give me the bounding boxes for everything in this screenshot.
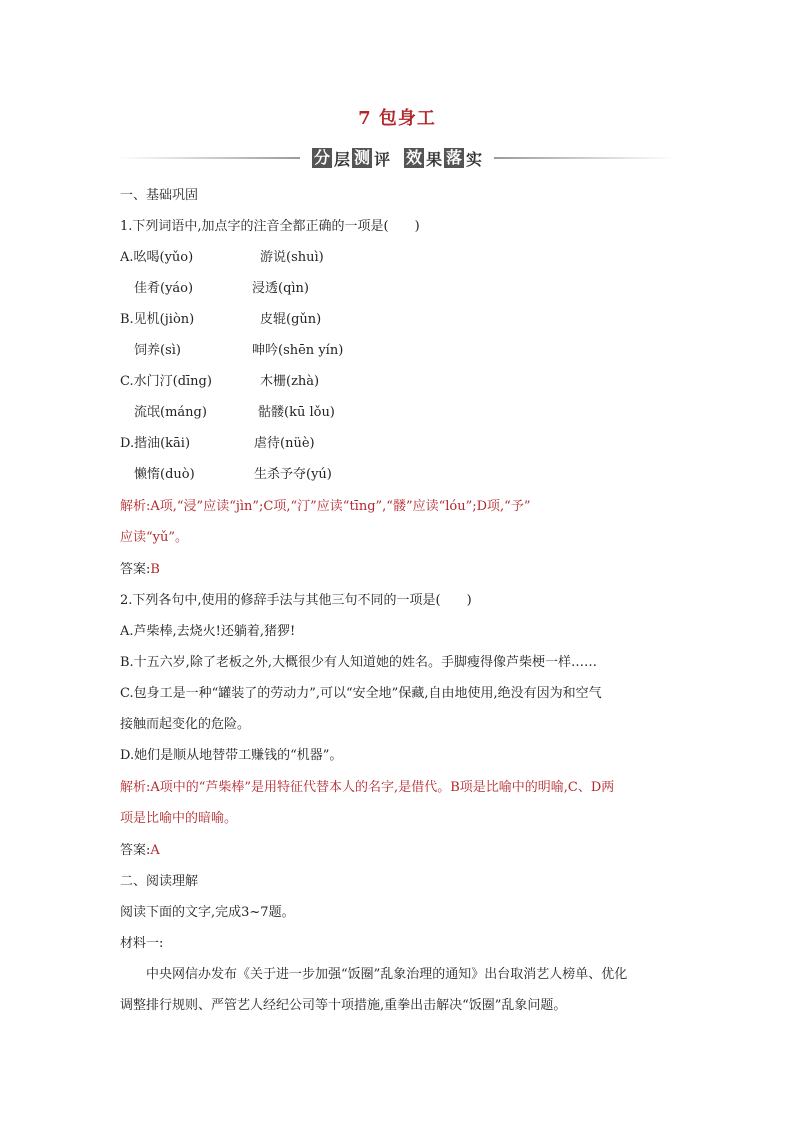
option-text: C.水门汀(dīng)	[120, 374, 212, 389]
option-text: 接触而起变化的危险。	[120, 717, 251, 732]
page-title: 7 包身工	[358, 108, 436, 129]
section-banner	[120, 146, 674, 170]
option-text: D.揩油(kāi)	[120, 436, 191, 451]
option-text: 懒惰(duò)	[134, 467, 195, 482]
option-text: 木栅(zhà)	[260, 374, 320, 389]
banner-label	[310, 146, 484, 170]
option-text: 虐待(nüè)	[254, 436, 315, 451]
option-text: D.她们是顺从地替带工赚钱的“机器”。	[120, 748, 343, 763]
paragraph-text: 中央网信办发布《关于进一步加强“饭圈”乱象治理的通知》出台取消艺人榜单、优化	[146, 967, 628, 982]
instruction-text: 阅读下面的文字,完成3~7题。	[120, 905, 295, 920]
option-text: 游说(shuì)	[260, 250, 324, 265]
option-text: 饲养(sì)	[134, 343, 181, 358]
section-heading: 一、基础巩固	[120, 188, 199, 203]
option-text: 流氓(máng)	[134, 405, 207, 420]
answer-value: A	[150, 843, 160, 858]
option-text: 生杀予夺(yú)	[254, 467, 332, 482]
material-label: 材料一:	[120, 936, 164, 951]
option-text: 佳肴(yáo)	[134, 281, 194, 296]
banner-char: 落	[446, 148, 463, 167]
question-stem: 2.下列各句中,使用的修辞手法与其他三句不同的一项是( )	[120, 593, 472, 608]
option-text: B.十五六岁,除了老板之外,大概很少有人知道她的姓名。手脚瘦得像芦柴梗一样……	[120, 655, 597, 670]
banner-char: 评	[373, 149, 390, 169]
analysis-text: 应读“yǔ”。	[120, 530, 189, 545]
answer-value: B	[150, 562, 160, 577]
answer-label: 答案:	[120, 843, 151, 858]
banner-line-left	[120, 157, 300, 159]
analysis-text: 项是比喻中的暗喻。	[120, 811, 238, 826]
answer-line	[120, 561, 160, 579]
option-text: A.芦柴棒,去烧火!还躺着,猪猡!	[120, 624, 296, 639]
analysis-text: 解析:A项中的“芦柴棒”是用特征代替本人的名字,是借代。B项是比喻中的明喻,C、D两	[120, 780, 615, 795]
banner-char: 实	[466, 149, 483, 169]
option-text: B.见机(jiòn)	[120, 312, 195, 327]
paragraph-text: 调整排行规则、严管艺人经纪公司等十项措施,重拳出击解决“饭圈”乱象问题。	[120, 998, 567, 1013]
answer-line	[120, 842, 160, 860]
option-text: C.包身工是一种“罐装了的劳动力”,可以“安全地”保藏,自由地使用,绝没有因为和空气	[120, 686, 602, 701]
banner-char: 效	[406, 148, 423, 167]
analysis-text: 解析:A项,“浸”应读“jìn”;C项,“汀”应读“tīng”,“髅”应读“lóu”;D项,“予”	[120, 499, 531, 514]
banner-char: 层	[333, 149, 350, 169]
answer-label: 答案:	[120, 562, 151, 577]
banner-char: 果	[426, 149, 443, 169]
option-text: 皮辊(gǔn)	[260, 312, 322, 327]
section-heading: 二、阅读理解	[120, 874, 199, 889]
banner-char: 测	[353, 148, 370, 167]
option-text: 浸透(qìn)	[252, 281, 309, 296]
question-stem: 1.下列词语中,加点字的注音全都正确的一项是( )	[120, 219, 420, 234]
option-text: A.吆喝(yǔo)	[120, 250, 194, 265]
banner-char: 分	[313, 148, 330, 167]
option-text: 骷髅(kū lǒu)	[258, 405, 335, 420]
banner-line-right	[494, 157, 674, 159]
option-text: 呻吟(shēn yín)	[252, 343, 344, 358]
